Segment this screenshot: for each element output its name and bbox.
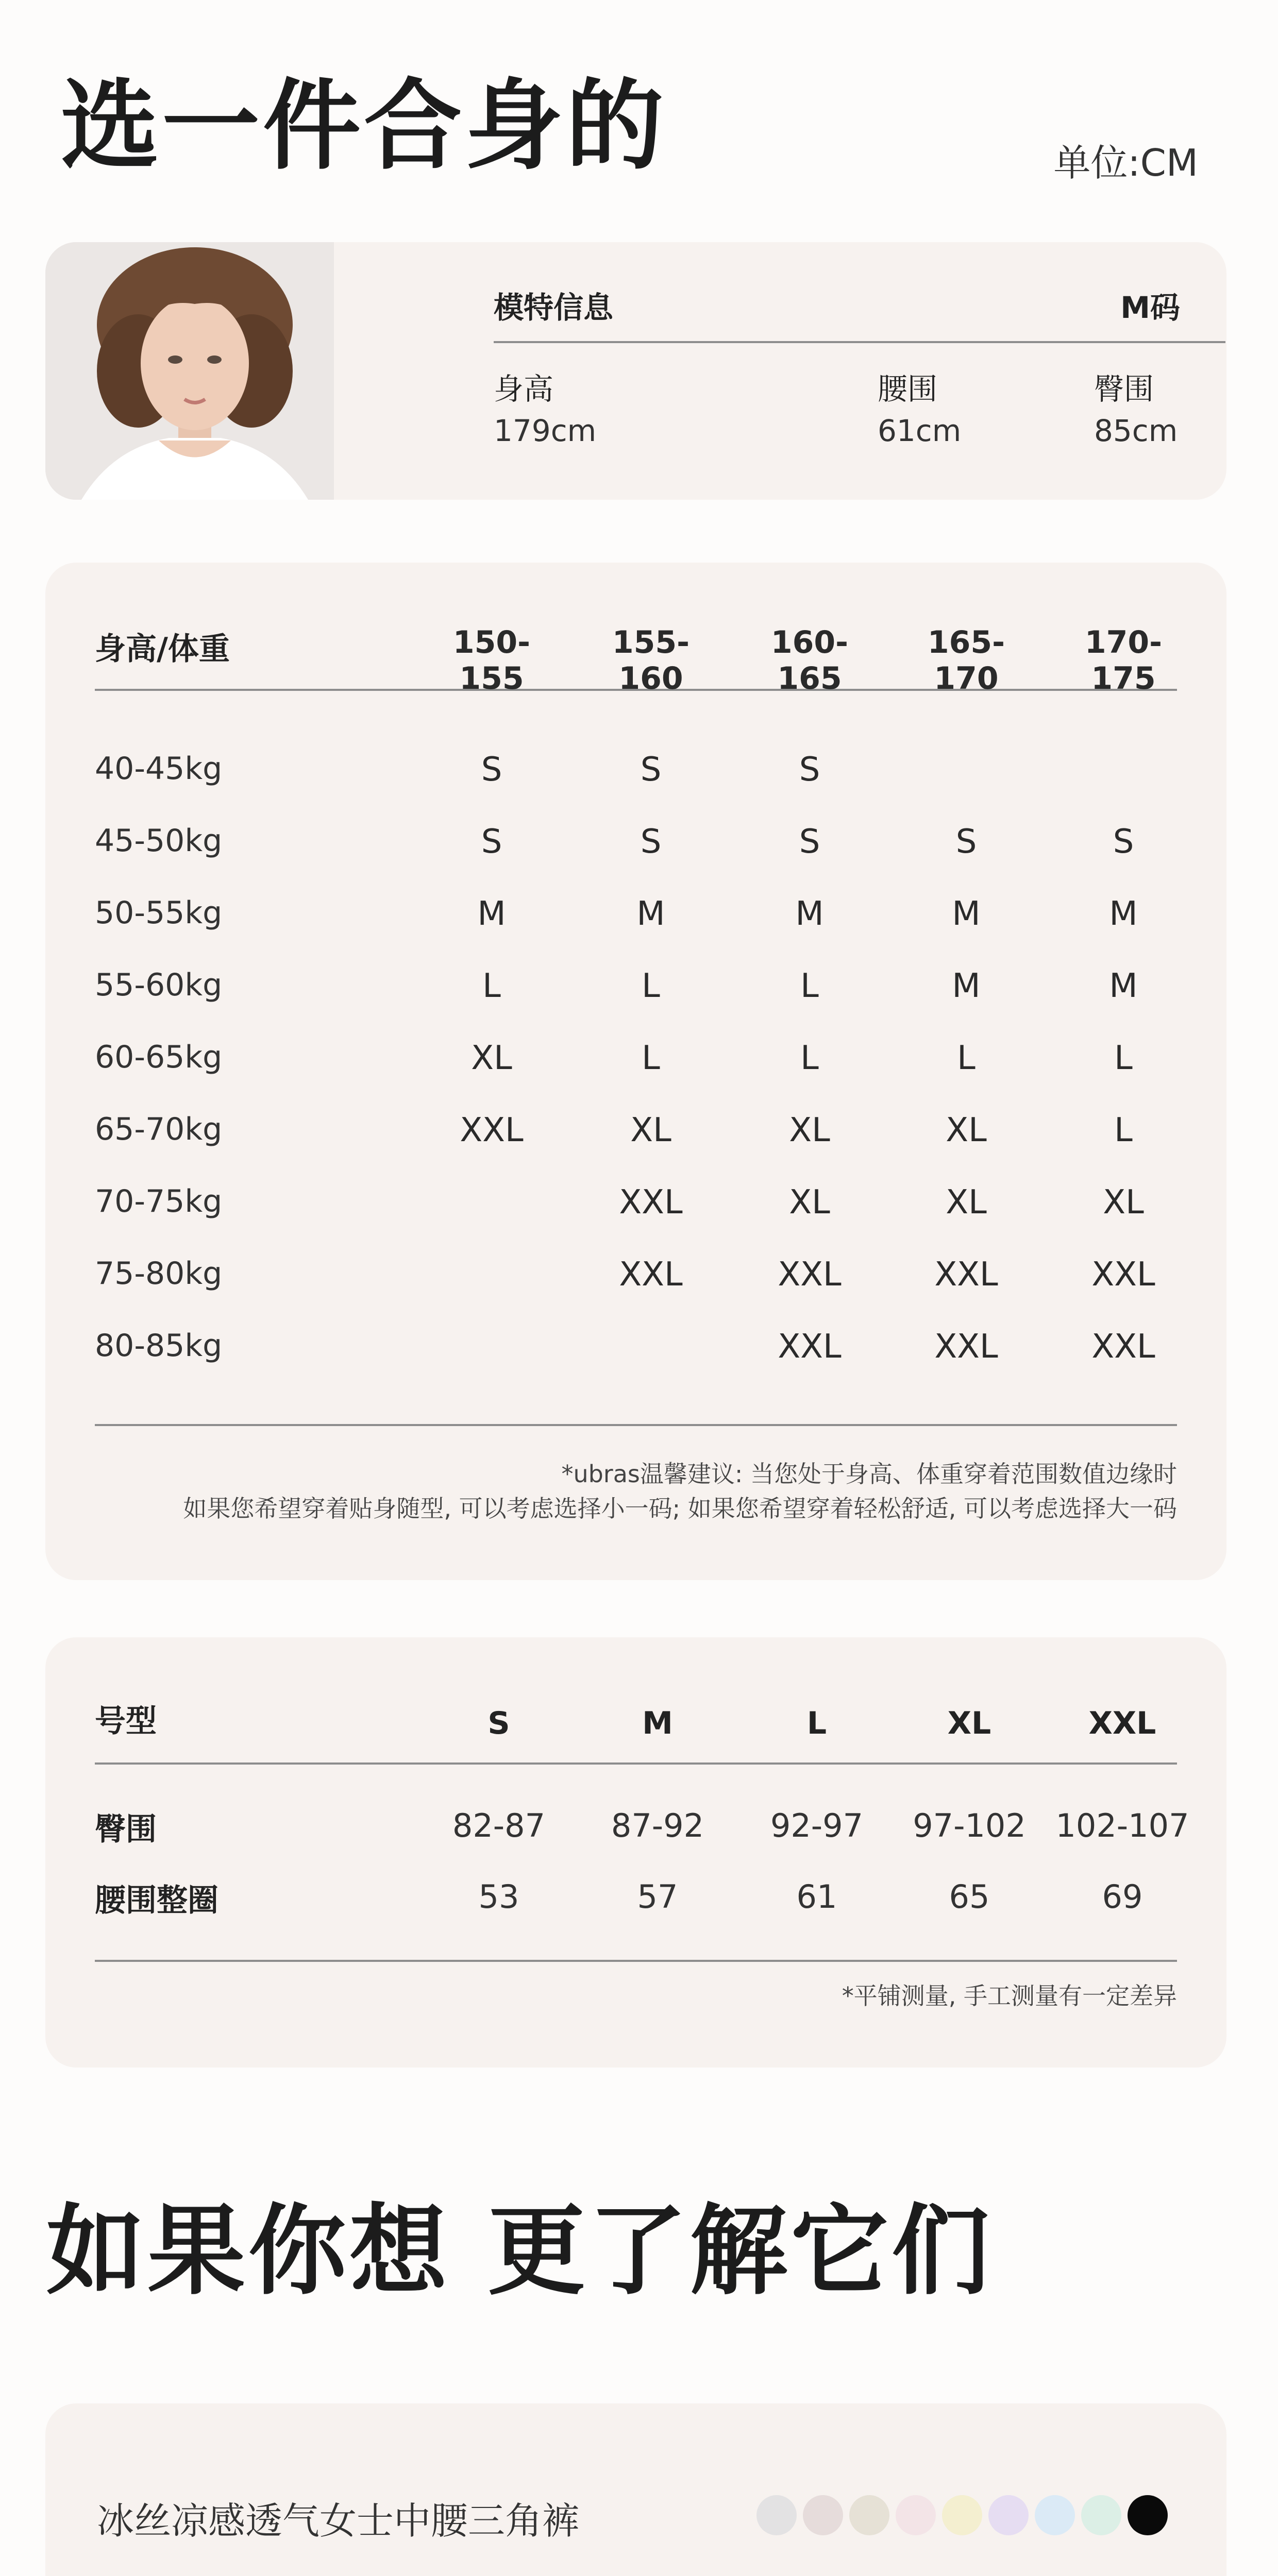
recommended-size-cell: XXL bbox=[778, 1328, 842, 1366]
measurement-corner-label: 号型 bbox=[95, 1703, 157, 1739]
measurement-card bbox=[45, 1637, 1226, 2067]
page-title: 选一件合身的 bbox=[61, 69, 667, 183]
recommended-size-cell: L bbox=[482, 967, 501, 1005]
recommended-size-cell: S bbox=[799, 751, 820, 789]
recommended-size-cell: M bbox=[952, 895, 981, 933]
recommended-size-cell: XXL bbox=[460, 1111, 524, 1149]
measurement-cell: 97-102 bbox=[913, 1807, 1026, 1844]
recommended-size-cell: S bbox=[955, 823, 977, 861]
weight-range-label: 60-65kg bbox=[95, 1039, 223, 1075]
model-stat-value: 179cm bbox=[494, 413, 597, 448]
weight-range-label: 80-85kg bbox=[95, 1328, 223, 1364]
recommended-size-cell: XL bbox=[946, 1111, 987, 1149]
model-info-card bbox=[45, 242, 1226, 500]
recommended-size-cell: XL bbox=[789, 1183, 830, 1222]
model-info-title: 模特信息 bbox=[494, 290, 614, 325]
color-swatch[interactable] bbox=[896, 2495, 936, 2535]
measurement-row-label: 腰围整圈 bbox=[95, 1883, 218, 1919]
measurement-cell: 92-97 bbox=[770, 1807, 864, 1844]
size-column-header: M bbox=[642, 1705, 673, 1741]
recommended-size-cell: XXL bbox=[778, 1256, 842, 1294]
size-chart-card bbox=[45, 563, 1226, 1580]
weight-range-label: 45-50kg bbox=[95, 823, 223, 859]
size-advice-note: 如果您希望穿着贴身随型, 可以考虑选择小一码; 如果您希望穿着轻松舒适, 可以考虑选择大一码 bbox=[183, 1495, 1177, 1522]
size-column-header: XL bbox=[947, 1705, 991, 1741]
recommended-size-cell: M bbox=[636, 895, 665, 933]
recommended-size-cell: L bbox=[800, 967, 819, 1005]
measurement-cell: 82-87 bbox=[452, 1807, 546, 1844]
weight-range-label: 55-60kg bbox=[95, 967, 223, 1003]
measurement-cell: 53 bbox=[478, 1878, 519, 1916]
color-swatch[interactable] bbox=[756, 2495, 797, 2535]
divider bbox=[95, 1424, 1177, 1426]
recommended-size-cell: M bbox=[1109, 895, 1138, 933]
color-swatch[interactable] bbox=[849, 2495, 889, 2535]
model-size: M码 bbox=[1120, 290, 1180, 325]
recommended-size-cell: XXL bbox=[1091, 1328, 1155, 1366]
weight-range-label: 40-45kg bbox=[95, 751, 223, 787]
size-column-header: XXL bbox=[1088, 1705, 1156, 1741]
recommended-size-cell: S bbox=[481, 823, 502, 861]
model-stat-value: 85cm bbox=[1094, 413, 1178, 448]
size-column-header: S bbox=[487, 1705, 510, 1741]
measurement-cell: 102-107 bbox=[1055, 1807, 1189, 1844]
recommended-size-cell: M bbox=[1109, 967, 1138, 1005]
model-portrait-image bbox=[45, 242, 334, 500]
divider bbox=[95, 1960, 1177, 1962]
recommended-size-cell: XL bbox=[946, 1183, 987, 1222]
recommended-size-cell: XXL bbox=[619, 1183, 683, 1222]
unit-label: 单位:CM bbox=[1053, 141, 1198, 184]
recommended-size-cell: S bbox=[799, 823, 820, 861]
measurement-cell: 57 bbox=[637, 1878, 678, 1916]
recommended-size-cell: XL bbox=[471, 1039, 512, 1077]
color-swatch[interactable] bbox=[1128, 2495, 1168, 2535]
divider bbox=[95, 1762, 1177, 1765]
recommended-size-cell: L bbox=[1114, 1039, 1133, 1077]
recommended-size-cell: L bbox=[957, 1039, 976, 1077]
recommended-size-cell: XXL bbox=[619, 1256, 683, 1294]
recommended-size-cell: XL bbox=[630, 1111, 671, 1149]
recommended-size-cell: L bbox=[800, 1039, 819, 1077]
model-stat-label: 腰围 bbox=[878, 371, 938, 406]
recommended-size-cell: S bbox=[481, 751, 502, 789]
recommended-size-cell: L bbox=[642, 1039, 660, 1077]
color-swatch[interactable] bbox=[1035, 2495, 1075, 2535]
measurement-cell: 69 bbox=[1102, 1878, 1143, 1916]
measurement-cell: 65 bbox=[949, 1878, 990, 1916]
height-range-header: 170-175 bbox=[1084, 624, 1163, 697]
recommended-size-cell: M bbox=[477, 895, 506, 933]
weight-range-label: 70-75kg bbox=[95, 1183, 223, 1219]
weight-range-label: 65-70kg bbox=[95, 1111, 223, 1147]
recommended-size-cell: L bbox=[642, 967, 660, 1005]
color-swatch[interactable] bbox=[1081, 2495, 1121, 2535]
measurement-row-label: 臀围 bbox=[95, 1811, 157, 1848]
recommended-size-cell: XXL bbox=[1091, 1256, 1155, 1294]
model-stat-label: 身高 bbox=[494, 371, 554, 406]
model-stat-value: 61cm bbox=[878, 413, 962, 448]
recommended-size-cell: S bbox=[1113, 823, 1134, 861]
section-title: 如果你想 更了解它们 bbox=[46, 2194, 993, 2308]
recommended-size-cell: XXL bbox=[934, 1328, 998, 1366]
measurement-note: *平铺测量, 手工测量有一定差异 bbox=[842, 1982, 1177, 2010]
height-range-header: 165-170 bbox=[927, 624, 1005, 697]
color-swatch[interactable] bbox=[988, 2495, 1029, 2535]
weight-range-label: 75-80kg bbox=[95, 1256, 223, 1292]
size-column-header: L bbox=[806, 1705, 827, 1741]
color-swatch[interactable] bbox=[803, 2495, 843, 2535]
recommended-size-cell: L bbox=[1114, 1111, 1133, 1149]
color-swatch[interactable] bbox=[942, 2495, 982, 2535]
size-chart-corner-label: 身高/体重 bbox=[95, 631, 230, 667]
recommended-size-cell: XL bbox=[789, 1111, 830, 1149]
height-range-header: 160-165 bbox=[770, 624, 849, 697]
recommended-size-cell: S bbox=[640, 751, 662, 789]
divider bbox=[494, 341, 1225, 343]
product-card[interactable] bbox=[45, 2403, 1226, 2576]
recommended-size-cell: XXL bbox=[934, 1256, 998, 1294]
recommended-size-cell: M bbox=[952, 967, 981, 1005]
model-stat-label: 臀围 bbox=[1094, 371, 1154, 406]
model-photo bbox=[45, 242, 334, 500]
recommended-size-cell: M bbox=[795, 895, 824, 933]
height-range-header: 150-155 bbox=[452, 624, 531, 697]
size-advice-note: *ubras温馨建议: 当您处于身高、体重穿着范围数值边缘时 bbox=[561, 1460, 1177, 1488]
weight-range-label: 50-55kg bbox=[95, 895, 223, 931]
measurement-cell: 61 bbox=[796, 1878, 837, 1916]
height-range-header: 155-160 bbox=[612, 624, 690, 697]
recommended-size-cell: S bbox=[640, 823, 662, 861]
recommended-size-cell: XL bbox=[1103, 1183, 1144, 1222]
product-name[interactable]: 冰丝凉感透气女士中腰三角裤 bbox=[97, 2499, 580, 2543]
measurement-cell: 87-92 bbox=[611, 1807, 704, 1844]
